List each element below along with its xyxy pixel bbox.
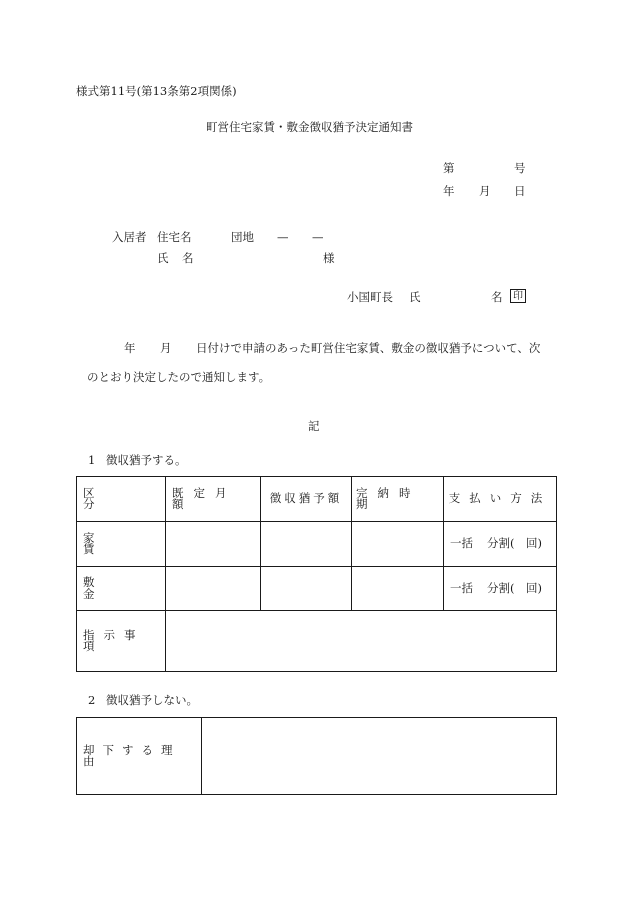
address-dash-2: — (312, 230, 324, 244)
body-year: 年 (124, 341, 136, 355)
date-year: 年 (443, 184, 455, 198)
housing-name-label: 住宅名 (157, 230, 192, 244)
sender-name-label-1: 氏 (409, 290, 421, 304)
row-deposit-label-cell (77, 567, 166, 611)
deposit-deferral-amount-cell[interactable] (261, 567, 352, 611)
header-monthly-amount-label: 既定月額 (172, 485, 237, 511)
reason-label: 却下する理由 (83, 742, 181, 768)
rent-completion-date-cell[interactable] (352, 522, 444, 567)
ki-marker: 記 (308, 419, 320, 433)
number-dai: 第 (443, 161, 455, 175)
body-line-1: 日付けで申請のあった町営住宅家賃、敷金の徴収猶予について、次 (196, 341, 541, 355)
header-deferral-amount-label: 徴収猶予額 (269, 491, 343, 506)
recipient-name-label-2: 名 (182, 251, 194, 265)
table-row-instructions (77, 611, 557, 672)
deposit-payment-method-cell (444, 567, 557, 611)
table-header-row (77, 477, 557, 522)
number-go: 号 (514, 161, 526, 175)
rent-deferral-amount-cell[interactable] (261, 522, 352, 567)
rejection-table (76, 717, 557, 795)
row-rent-label-cell (77, 522, 166, 567)
date-month: 月 (479, 184, 491, 198)
rent-payment-installment: 分割( 回) (487, 536, 542, 551)
header-payment-method-label: 支払い方法 (448, 491, 552, 506)
header-category (77, 477, 166, 522)
instructions-content-cell[interactable] (166, 611, 557, 672)
address-dash-1: — (277, 230, 289, 244)
header-category-label: 区分 (83, 485, 147, 511)
seal-box (510, 289, 526, 303)
rent-payment-method-cell (444, 522, 557, 567)
sender-title: 小国町長 (347, 290, 393, 304)
resident-label: 入居者 (112, 230, 147, 244)
recipient-honorific: 様 (323, 251, 335, 265)
table-row-reason (77, 718, 557, 795)
header-monthly-amount (166, 477, 261, 522)
rent-monthly-amount-cell[interactable] (166, 522, 261, 567)
deposit-completion-date-cell[interactable] (352, 567, 444, 611)
section2-number: 2 (88, 693, 96, 707)
table-row (77, 522, 557, 567)
reason-content-cell[interactable] (202, 718, 557, 795)
sender-name-label-2: 名 (491, 290, 503, 304)
recipient-name-label-1: 氏 (157, 251, 169, 265)
deposit-payment-installment: 分割( 回) (487, 580, 542, 595)
row-rent-label: 家賃 (83, 530, 147, 556)
header-completion-date (352, 477, 444, 522)
header-completion-date-label: 完納時期 (356, 485, 421, 511)
deposit-monthly-amount-cell[interactable] (166, 567, 261, 611)
form-id: 様式第11号(第13条第2項関係) (76, 84, 237, 98)
body-line-2: のとおり決定したので通知します。 (87, 370, 271, 384)
reason-label-cell (77, 718, 202, 795)
header-payment-method (444, 477, 557, 522)
row-deposit-label: 敷金 (83, 575, 147, 601)
table-row (77, 567, 557, 611)
section2-heading: 徴収猶予しない。 (106, 693, 198, 707)
section1-heading: 徴収猶予する。 (106, 453, 187, 467)
instructions-label-cell (77, 611, 166, 672)
deferral-table (76, 476, 557, 672)
seal-mark: 印 (510, 289, 526, 303)
instructions-label: 指示事項 (83, 627, 145, 653)
rent-payment-lump: 一括 (450, 536, 473, 551)
danchi-label: 団地 (231, 230, 254, 244)
section1-number: 1 (88, 453, 96, 467)
deposit-payment-lump: 一括 (450, 580, 473, 595)
body-month: 月 (160, 341, 172, 355)
document-title: 町営住宅家賃・敷金徴収猶予決定通知書 (206, 120, 413, 134)
header-deferral-amount (261, 477, 352, 522)
date-day: 日 (514, 184, 526, 198)
